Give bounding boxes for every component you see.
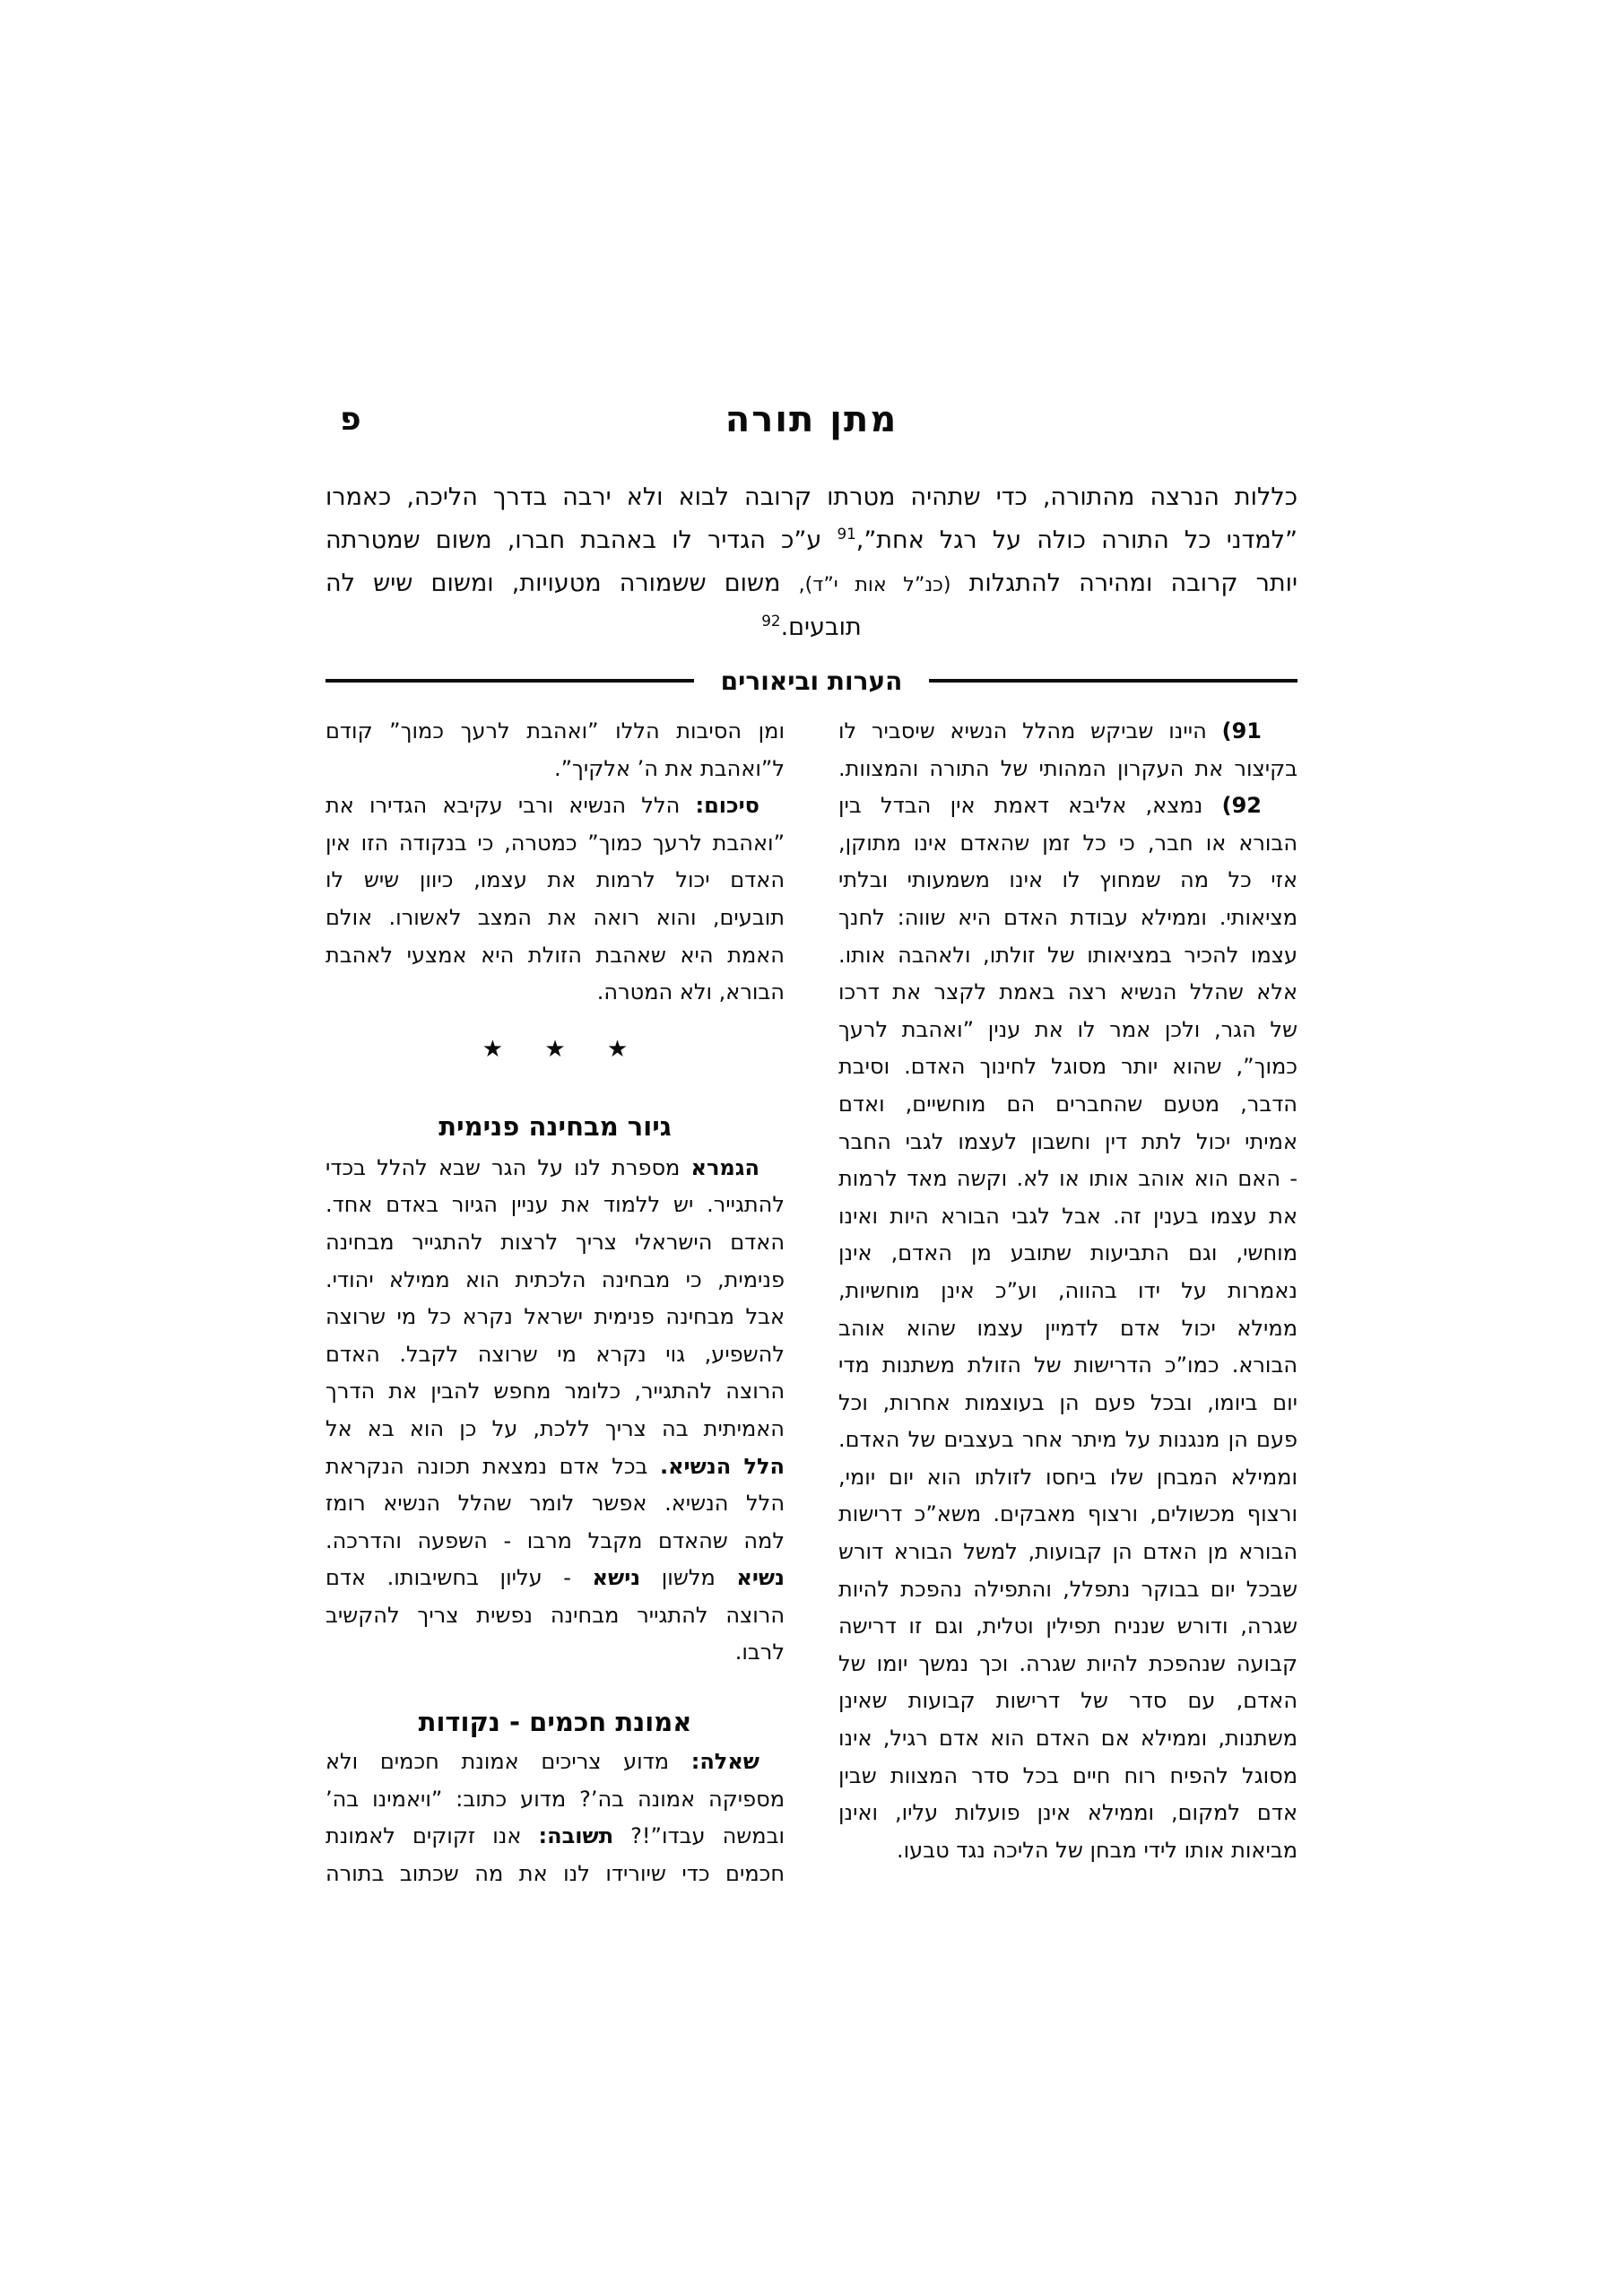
note-92: [838, 787, 1298, 1869]
text-line: מביאות אותו לידי מבחן של הליכה נגד טבעו.: [897, 1837, 1298, 1863]
text-line: משתנות, וממילא אם האדם הוא אדם רגיל, אינו: [838, 1726, 1298, 1752]
text-line: מציאותי. וממילא עבודת האדם היא שווה: לחנך: [838, 904, 1298, 930]
text-line: פנימית, כי מבחינה הלכתית הוא ממילא יהודי.: [325, 1266, 785, 1292]
text-line: הדבר, מטעם שהחברים הם מוחשיים, ואדם: [838, 1091, 1298, 1117]
text-line: ומן הסיבות הללו ”ואהבת לרעך כמוך” קודם: [325, 718, 785, 744]
text-line: הבורא. כמו”כ הדרישות של הזולת משתנות מדי: [838, 1352, 1298, 1378]
text-line: ורצוף מכשולים, ורצוף מאבקים. משא”כ דרישות: [838, 1501, 1298, 1527]
text-line: תובעים, והוא רואה את המצב לאשורו. אולם: [325, 904, 785, 930]
text-line: את עצמו בענין זה. אבל לגבי הבורא היות ואינו: [838, 1203, 1298, 1229]
text-line: מספיקה אמונה בה’? מדוע כתוב: ”ויאמינו בה’: [325, 1786, 785, 1812]
text-line: 91) היינו שביקש מהלל הנשיא שיסביר לו: [838, 718, 1262, 744]
text-line: תובעים.$^{92}$: [761, 612, 862, 641]
text-line: ”ואהבת לרעך כמוך” כמטרה, כי בנקודה הזו אין: [325, 830, 785, 856]
text-line: אדם למקום, וממילא אינן פועלות עליו, ואינן: [838, 1800, 1298, 1826]
text-line: כמוך”, שהוא יותר מסוגל לחינוך האדם. וסיבת: [838, 1054, 1298, 1080]
text-line: ל”ואהבת את ה’ אלקיך”.: [553, 755, 785, 781]
text-line: האדם הישראלי צריך לרצות להתגייר מבחינה: [325, 1229, 785, 1255]
text-line: אמיתי יכול לתת דין וחשבון לעצמו לגבי החבר: [838, 1128, 1298, 1154]
text-line: חכמים כדי שיורידו לנו את מה שכתוב בתורה: [325, 1860, 785, 1886]
section-heading-conversion: גיור מבחינה פנימית: [438, 1110, 672, 1142]
text-line: הגמרא מספרת לנו על הגר שבא להלל בכדי: [325, 1154, 759, 1180]
text-line: יותר קרובה ומהירה להתגלות (כנ”ל אות י”ד), משום ששמורה מטעויות, ומשום שיש לה: [325, 570, 1298, 597]
text-line: פעם הן מנגנות על מיתר אחר בעצבים של האדם.: [838, 1427, 1298, 1453]
text-line: נאמרות על ידו בהווה, וע”כ אינן מוחשיות,: [838, 1277, 1298, 1303]
text-line: של הגר, ולכן אמר לו את ענין ”ואהבת לרעך: [838, 1016, 1298, 1042]
text-line: האמת היא שאהבת הזולת היא אמצעי לאהבת: [325, 942, 785, 968]
text-line: ממילא יכול אדם לדמיין עצמו שהוא אוהב: [838, 1315, 1298, 1341]
stars-separator: ★ ★ ★: [482, 1035, 629, 1063]
text-line: ”למדני כל התורה כולה על רגל אחת”,$^{91}$ ע”כ הגדיר לו באהבת חברו, משום שמטרתה: [325, 525, 1298, 554]
text-line: למה שהאדם מקבל מרבו - השפעה והדרכה.: [325, 1527, 785, 1553]
text-line: וממילא המבחן שלו ביחסו לזולתו הוא יום יומי,: [838, 1464, 1298, 1490]
text-line: שאלה: מדוע צריכים אמונת חכמים ולא: [325, 1749, 759, 1775]
text-line: להשפיע, גוי נקרא מי שרוצה לקבל. האדם: [325, 1341, 785, 1367]
intro-paragraph: [325, 476, 1298, 649]
question-paragraph: [325, 1744, 785, 1892]
text-line: לרבו.: [734, 1639, 785, 1665]
divider-label: הערות וביאורים: [720, 665, 903, 696]
text-line: הרוצה להתגייר, כלומר מחפש להבין את הדרך: [325, 1378, 785, 1405]
text-line: הבורא, ולא המטרה.: [596, 979, 785, 1005]
text-line: שגרה, ודורש שנניח תפילין וטלית, וגם זו דרישה: [838, 1613, 1298, 1639]
text-line: הלל הנשיא. אפשר לומר שהלל הנשיא רומז: [325, 1491, 785, 1517]
notes-column-left: [325, 713, 785, 1892]
page-title: מתן תורה: [725, 399, 898, 440]
summary-paragraphs: [325, 713, 785, 1012]
text-line: אזי כל מה שמחוץ לו אינו משמעותי ובלתי: [838, 867, 1298, 893]
text-line: סיכום: הלל הנשיא ורבי עקיבא הגדירו את: [325, 793, 759, 819]
divider-rule-right: [929, 679, 1298, 683]
text-line: - האם הוא אוהב אותו או לא. וקשה מאד לרמות: [838, 1166, 1298, 1192]
page-number-letter: פ: [340, 401, 361, 438]
text-line: להתגייר. יש ללמוד את עניין הגיור באדם אחד.: [325, 1192, 785, 1218]
section-heading-emunat-chachamim: אמונת חכמים - נקודות: [418, 1707, 692, 1738]
text-line: כללות הנרצה מהתורה, כדי שתהיה מטרתו קרובה לבוא ולא ירבה בדרך הליכה, כאמרו: [325, 483, 1298, 511]
divider-rule-left: [325, 679, 694, 683]
text-line: הלל הנשיא. בכל אדם נמצאת תכונה הנקראת: [325, 1453, 785, 1479]
text-line: בקיצור את העקרון המהותי של התורה והמצוות.: [838, 755, 1298, 781]
text-line: עצמו להכיר במציאותו של זולתו, ולאהבה אותו.: [838, 942, 1298, 968]
text-line: מסוגל להפיח רוח חיים בכל סדר המצוות שבין: [838, 1762, 1298, 1788]
page-header: [325, 395, 1298, 445]
text-line: קבועה שנהפכת להיות שגרה. וכך נמשך יומו של: [838, 1650, 1298, 1676]
notes-column-right: [838, 713, 1298, 1869]
text-line: יום ביומו, ובכל פעם הן בעוצמות אחרות, וכל: [838, 1389, 1298, 1415]
text-line: אלא שהלל הנשיא רצה באמת לקצר את דרכו: [838, 979, 1298, 1005]
notes-divider: [325, 661, 1298, 700]
text-line: הרוצה להתגייר מבחינה נפשית צריך להקשיב: [325, 1602, 785, 1628]
text-line: האדם, עם סדר של דרישות קבועות שאינן: [838, 1688, 1298, 1714]
text-line: ובמשה עבדו”!? תשובה: אנו זקוקים לאמונת: [325, 1823, 785, 1849]
text-line: אבל מבחינה פנימית ישראל נקרא כל מי שרוצה: [325, 1304, 785, 1330]
text-line: שבכל יום בבוקר נתפלל, והתפילה נהפכת להיות: [838, 1576, 1298, 1602]
text-line: מוחשי, וגם התביעות שתובע מן האדם, אינן: [838, 1240, 1298, 1266]
conversion-paragraph: [325, 1150, 785, 1672]
text-line: נשיא מלשון נישא - עליון בחשיבותו. אדם: [325, 1565, 785, 1591]
note-91: [838, 713, 1298, 787]
text-line: 92) נמצא, אליבא דאמת אין הבדל בין: [838, 793, 1262, 819]
text-line: האמיתית בה צריך ללכת, על כן הוא בא אל: [325, 1415, 785, 1441]
text-line: הבורא או חבר, כי כל זמן שהאדם אינו מתוקן,: [838, 830, 1298, 856]
text-line: הבורא מן האדם הן קבועות, למשל הבורא דורש: [838, 1539, 1298, 1565]
text-line: האדם יכול לרמות את עצמו, כיוון שיש לו: [325, 867, 785, 893]
